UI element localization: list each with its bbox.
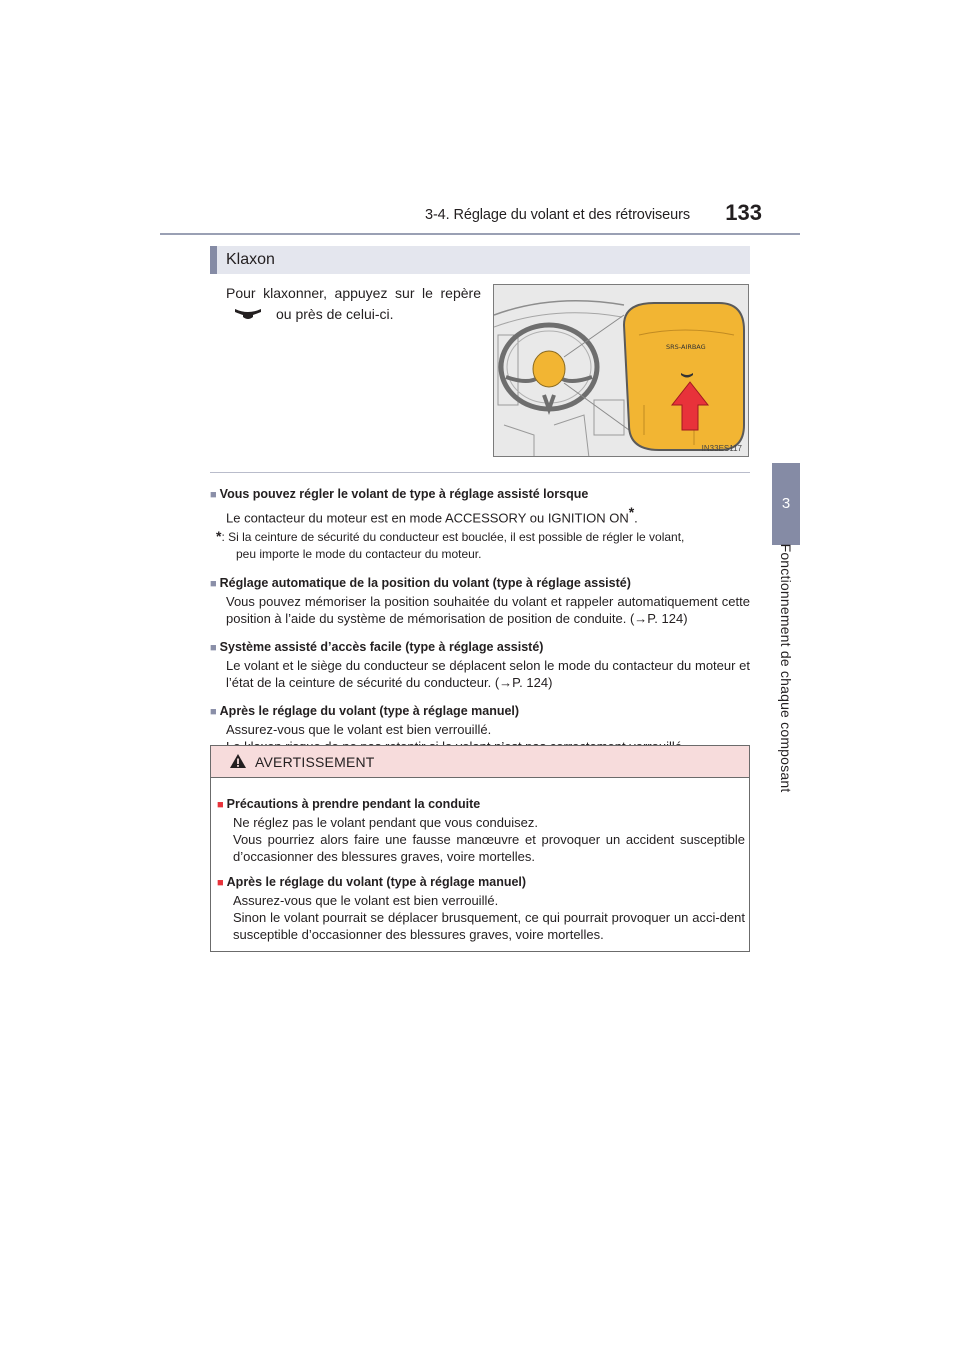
warning-body-line: Ne réglez pas le volant pendant que vous conduisez. — [233, 815, 538, 830]
intro-text — [226, 283, 481, 325]
note-body-line: Assurez-vous que le volant est bien verrouillé. — [226, 722, 492, 738]
section-divider — [210, 472, 750, 473]
note-body-text: Le contacteur du moteur est en mode ACCESSORY ou IGNITION ON — [226, 510, 629, 526]
footnote-marker: * — [628, 504, 635, 520]
illustration-code: IN33ES117 — [701, 444, 742, 453]
intro-line-2: ou près de celui-ci. — [276, 306, 394, 322]
square-bullet-icon: ■ — [210, 489, 217, 501]
section-heading — [210, 246, 750, 274]
square-bullet-icon: ■ — [210, 642, 217, 655]
warning-body-line: Sinon le volant pourrait se déplacer brusquement, ce qui pourrait provoquer un acci-dent susceptible d’occasionner des blessures graves, voire mortelles. — [233, 910, 745, 942]
note-body-end: . — [634, 510, 638, 526]
notes-block — [210, 481, 750, 755]
note-title-text: Après le réglage du volant (type à réglage manuel) — [219, 704, 520, 719]
note-title — [210, 702, 750, 721]
warning-triangle-icon — [229, 753, 247, 769]
warning-body-line: Vous pourriez alors faire une fausse manœuvre et provoquer un accident susceptible d’occasionner des blessures graves, voire mortelles. — [233, 832, 745, 864]
warning-box — [210, 745, 750, 952]
warning-body-line: Assurez-vous que le volant est bien verrouillé. — [233, 893, 499, 908]
square-bullet-icon: ■ — [217, 799, 224, 811]
warning-item-title — [217, 795, 745, 814]
note-body: Vous pouvez mémoriser la position souhaitée du volant et rappeler automatiquement cette position à l’aide du système de mémorisation de position de conduite. (→P. 124) — [226, 594, 750, 627]
chapter-tab-label: Fonctionnement de chaque composant — [778, 543, 794, 793]
warning-item-title-text: Précautions à prendre pendant la conduite — [226, 797, 481, 811]
header-divider — [160, 233, 800, 235]
note-title-text: Système assisté d’accès facile (type à réglage assisté) — [219, 640, 544, 655]
warning-item-body — [217, 814, 745, 865]
warning-header — [211, 746, 749, 778]
square-bullet-icon: ■ — [217, 877, 224, 889]
warning-body — [217, 791, 745, 943]
note-title-text: Vous pouvez régler le volant de type à réglage assisté lorsque — [219, 487, 589, 501]
square-bullet-icon: ■ — [210, 578, 217, 591]
intro-line-1: Pour klaxonner, appuyez sur le repère — [226, 285, 481, 301]
chapter-tab-number: 3 — [781, 495, 791, 512]
chapter-tab — [772, 463, 800, 545]
footnote-line-1: : Si la ceinture de sécurité du conducteur est bouclée, il est possible de régler le volant, — [221, 530, 685, 545]
section-title: Klaxon — [226, 251, 275, 268]
note-title-text: Réglage automatique de la position du volant (type à réglage assisté) — [219, 576, 631, 591]
square-bullet-icon: ■ — [210, 706, 217, 719]
warning-label: AVERTISSEMENT — [255, 754, 375, 770]
steering-wheel-drawing — [494, 285, 749, 457]
horn-icon — [234, 308, 262, 322]
footnote — [210, 528, 750, 563]
note-title — [210, 574, 750, 593]
note-body: Le volant et le siège du conducteur se déplacent selon le mode du contacteur du moteur et l’état de la ceinture de sécurité du conducteur. (→P. 124) — [226, 658, 750, 691]
note-title — [210, 638, 750, 657]
warning-item-title-text: Après le réglage du volant (type à réglage manuel) — [226, 875, 527, 889]
footnote-line-2: peu importe le mode du contacteur du moteur. — [236, 547, 482, 562]
chapter-title: 3-4. Réglage du volant et des rétroviseurs — [424, 207, 690, 223]
note-body — [210, 504, 750, 526]
warning-item-title — [217, 873, 745, 892]
airbag-label: SRS-AIRBAG — [666, 343, 706, 351]
note-title — [210, 485, 750, 504]
steering-wheel-illustration — [493, 284, 749, 457]
footnote-star: * — [216, 528, 222, 545]
warning-item-body — [217, 892, 745, 943]
page-number: 133 — [725, 200, 762, 225]
